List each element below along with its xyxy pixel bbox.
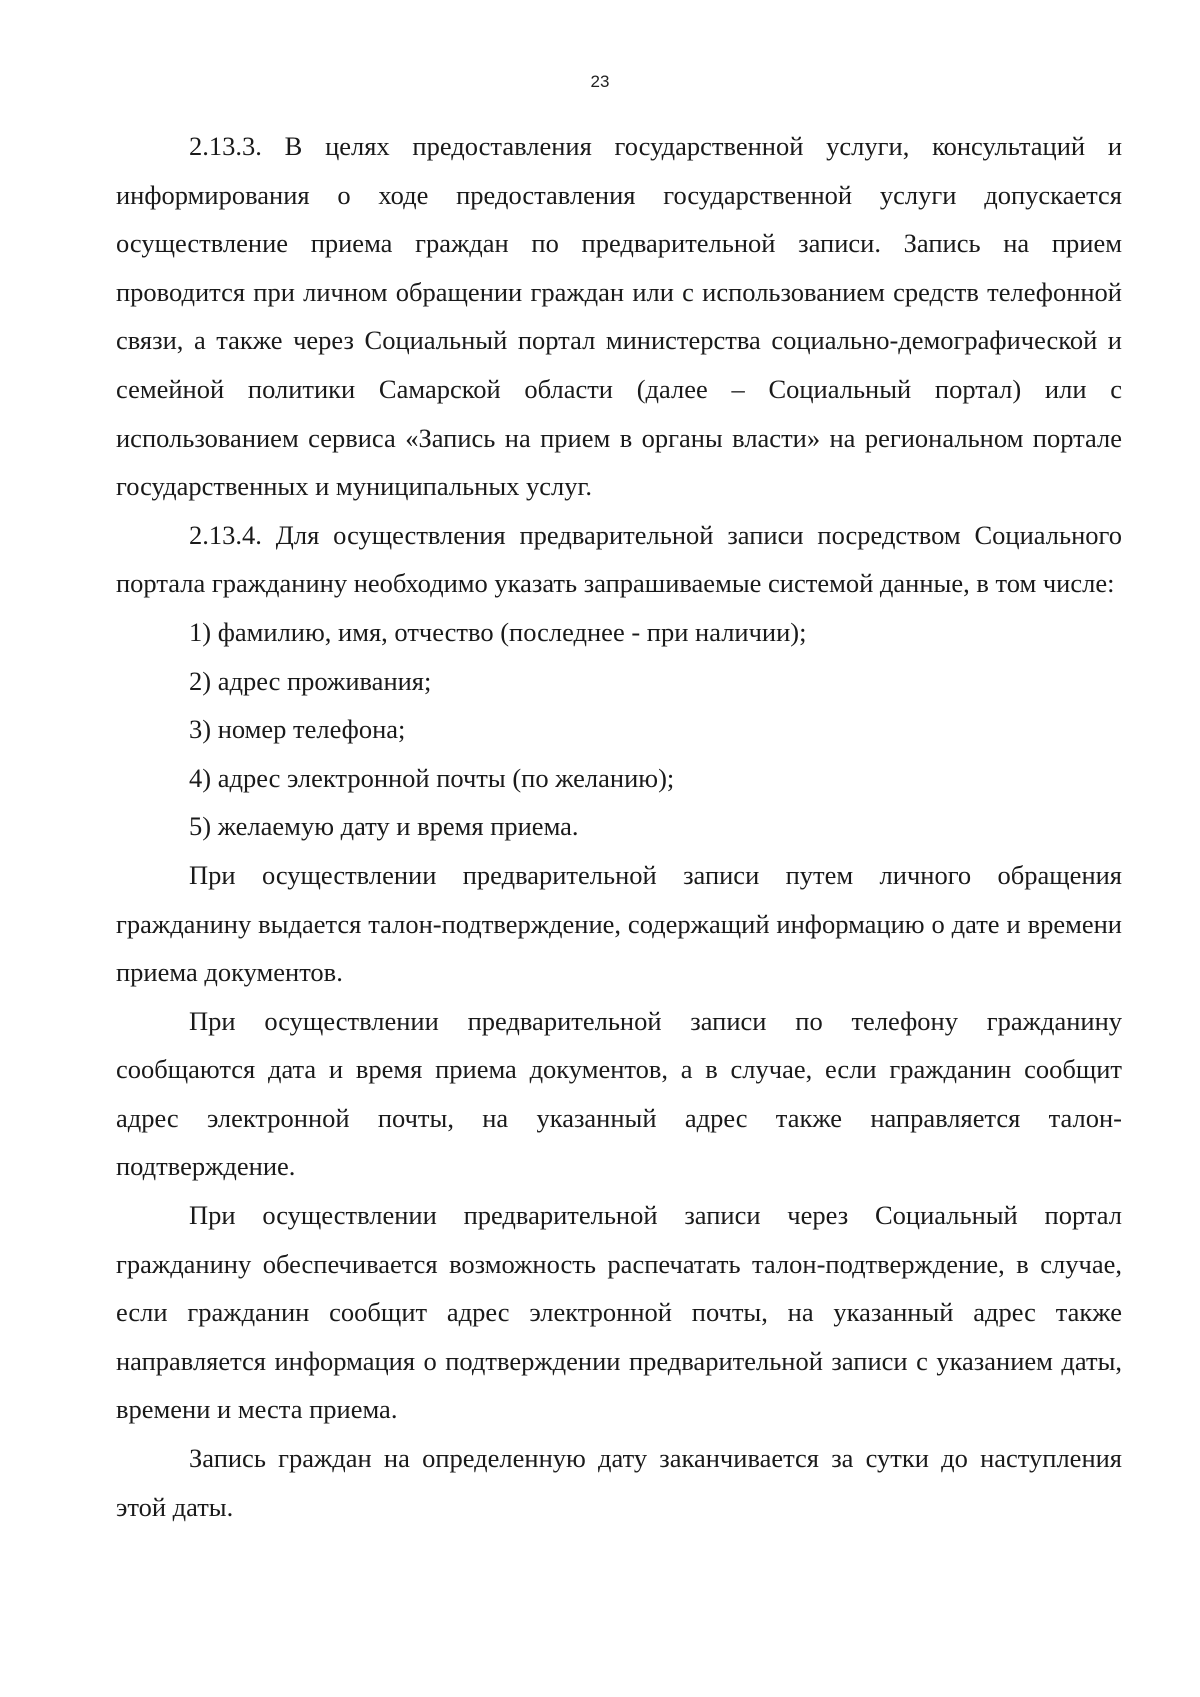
list-item: 4) адрес электронной почты (по желанию); [189,762,675,793]
list-item: 2) адрес проживания; [189,665,432,696]
paragraph-2-13-3: 2.13.3. В целях предоставления государственной услуги, консультаций и информирования о ходе предоставления государственной услуги допускается осуществление приема граждан по предварительной записи. Запись на прием проводится при личном обращении граждан или с использованием средств телефонной связи, а также через Социальный портал министерства социально-демографической и семейной политики Самарской области (далее – Социальный портал) или с использованием сервиса «Запись на прием в органы власти» на региональном портале государственных и муниципальных услуг. [116,131,1122,502]
paragraph-phone-booking: При осуществлении предварительной записи по телефону гражданину сообщаются дата и время приема документов, а в случае, если гражданин сообщит адрес электронной почты, на указанный адрес также направляется талон-подтверждение. [116,1005,1122,1182]
paragraph-2-13-4: 2.13.4. Для осуществления предварительной записи посредством Социального портала гражданину необходимо указать запрашиваемые системой данные, в том числе: [116,519,1122,599]
list-item: 1) фамилию, имя, отчество (последнее - при наличии); [189,616,807,647]
paragraph-personal-visit: При осуществлении предварительной записи путем личного обращения гражданину выдается талон-подтверждение, содержащий информацию о дате и времени приема документов. [116,859,1122,988]
document-body [116,122,1122,1531]
paragraph-portal-booking: При осуществлении предварительной записи через Социальный портал гражданину обеспечивается возможность распечатать талон-подтверждение, в случае, если гражданин сообщит адрес электронной почты, на указанный адрес также направляется информация о подтверждении предварительной записи с указанием даты, времени и места приема. [116,1200,1122,1425]
page-number: 23 [590,72,610,91]
list-item: 3) номер телефона; [189,714,406,745]
paragraph-booking-deadline: Запись граждан на определенную дату заканчивается за сутки до наступления этой даты. [116,1443,1122,1522]
list-item: 5) желаемую дату и время приема. [189,811,579,842]
